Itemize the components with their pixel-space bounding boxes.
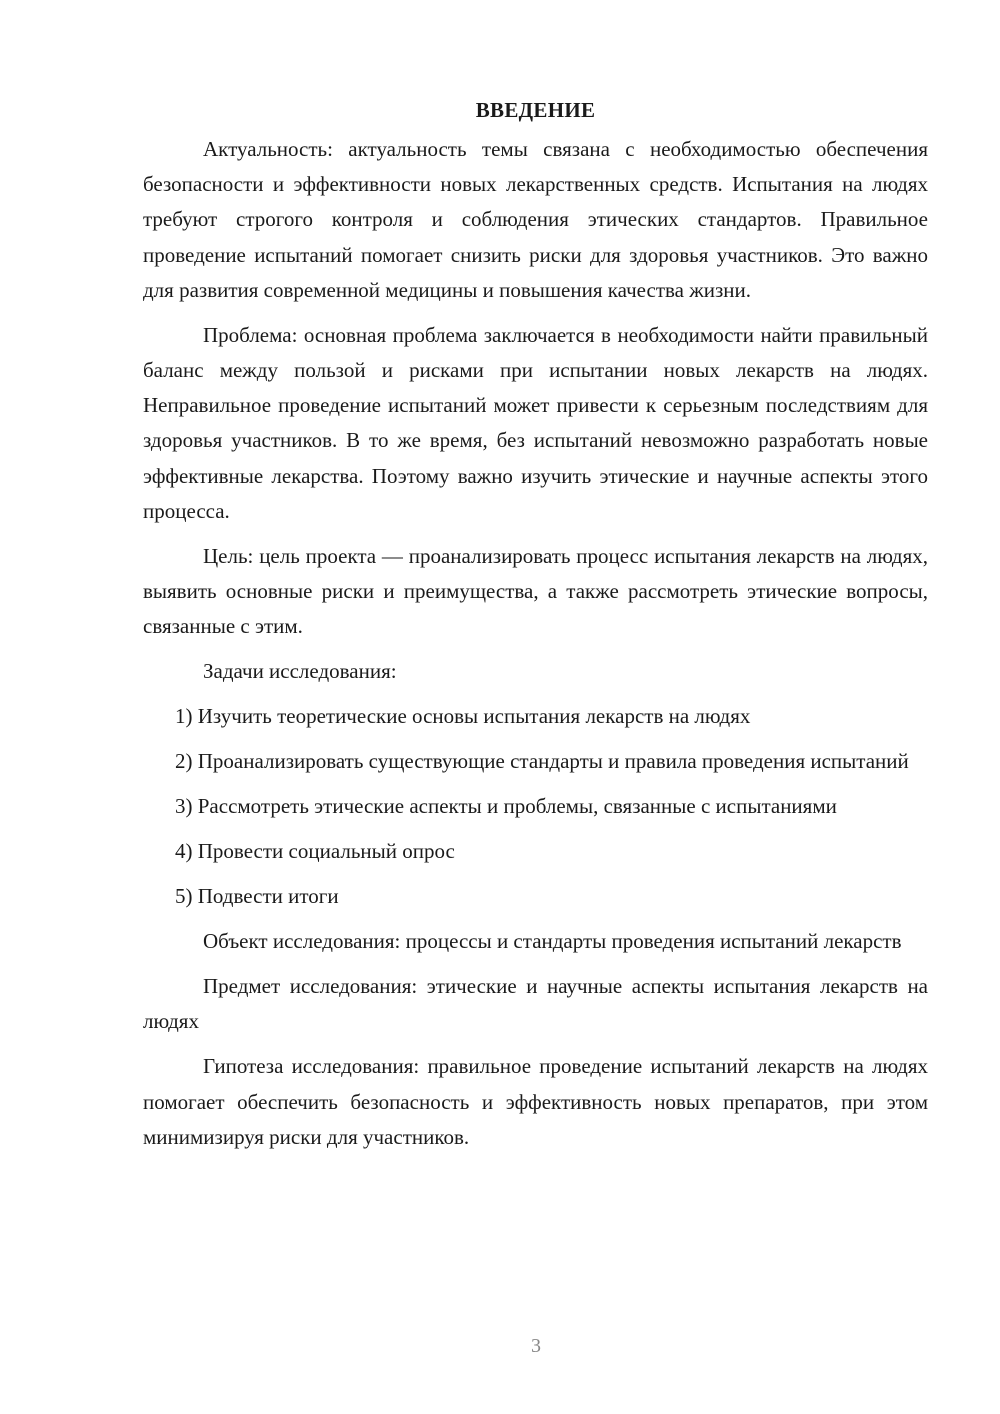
tasks-title: Задачи исследования: (203, 659, 397, 684)
relevance-paragraph: Актуальность: актуальность темы связана с необходимостью обеспечения безопасности и эффективности новых лекарственных средств. Испытания на людях требуют строгого контроля и соблюдения этических стандартов. Правильное проведение испытаний помогает снизить риски для здоровья участников. Это важно для развития современной медицины и повышения качества жизни. (143, 137, 928, 302)
problem-paragraph: Проблема: основная проблема заключается в необходимости найти правильный баланс между пользой и рисками при испытании новых лекарств на людях. Неправильное проведение испытаний может привести к серьезным последствиям для здоровья участников. В то же время, без испытаний невозможно разработать новые эффективные лекарства. Поэтому важно изучить этические и научные аспекты этого процесса. (143, 322, 928, 523)
hypothesis-paragraph: Гипотеза исследования: правильное проведение испытаний лекарств на людях помогает обеспечить безопасность и эффективность новых препаратов, при этом минимизируя риски для участников. (143, 1054, 928, 1149)
subject-paragraph: Предмет исследования: этические и научные аспекты испытания лекарств на людях (143, 974, 928, 1034)
object-paragraph: Объект исследования: процессы и стандарты проведения испытаний лекарств (203, 929, 902, 954)
task-item-5: 5) Подвести итоги (175, 884, 339, 909)
task-item-3: 3) Рассмотреть этические аспекты и проблемы, связанные с испытаниями (175, 794, 837, 819)
task-item-2: 2) Проанализировать существующие стандарты и правила проведения испытаний (175, 749, 909, 774)
goal-paragraph: Цель: цель проекта — проанализировать процесс испытания лекарств на людях, выявить основные риски и преимущества, а также рассмотреть этические вопросы, связанные с этим. (143, 543, 928, 639)
section-heading: ВВЕДЕНИЕ (475, 98, 596, 122)
task-item-4: 4) Провести социальный опрос (175, 839, 455, 864)
task-item-1: 1) Изучить теоретические основы испытания лекарств на людях (175, 704, 751, 729)
page-number: 3 (531, 1335, 541, 1357)
page-content (143, 92, 928, 1155)
